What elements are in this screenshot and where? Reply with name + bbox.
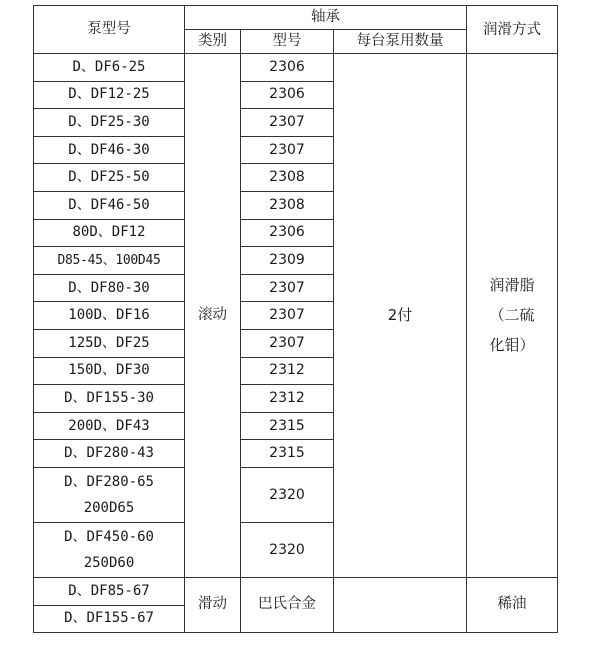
- pump-model-cell: [34, 467, 185, 522]
- bearing-model-cell: 2307: [241, 109, 334, 137]
- pump-model-cell: D、DF155-30: [34, 385, 185, 413]
- qty-header: 每台泵用数量: [334, 30, 467, 54]
- bearing-model-cell: 2312: [241, 357, 334, 385]
- bearing-model-cell: 2308: [241, 164, 334, 192]
- bearing-model-cell: 2306: [241, 81, 334, 109]
- pump-model-line-1: D、DF450-60: [64, 528, 154, 545]
- bearing-model-cell: 2307: [241, 274, 334, 302]
- pump-model-cell: D85-45、100D45: [34, 247, 185, 275]
- thin-oil-cell: 稀油: [467, 577, 558, 632]
- header-row-1: [34, 6, 558, 30]
- pump-model-cell: D、DF6-25: [34, 54, 185, 82]
- pump-model-line-2: 200D65: [83, 499, 135, 516]
- grease-cell: [467, 54, 558, 578]
- bearing-model-cell: 2307: [241, 136, 334, 164]
- pump-model-cell: D、DF80-30: [34, 274, 185, 302]
- pump-model-cell: 80D、DF12: [34, 219, 185, 247]
- pump-model-cell: 200D、DF43: [34, 412, 185, 440]
- bearing-model-cell: 2306: [241, 54, 334, 82]
- bearing-header: 轴承: [185, 6, 467, 30]
- bearing-model-cell: 2320: [241, 467, 334, 522]
- pump-model-cell: D、DF46-30: [34, 136, 185, 164]
- model-header: 型号: [241, 30, 334, 54]
- grease-line-1: 润滑脂: [489, 276, 535, 295]
- pump-model-cell: 150D、DF30: [34, 357, 185, 385]
- pump-model-cell: D、DF25-50: [34, 164, 185, 192]
- pump-model-line-2: 250D60: [83, 554, 135, 571]
- sliding-category-cell: 滑动: [185, 577, 241, 632]
- pump-model-line-1: D、DF280-65: [64, 473, 154, 490]
- lubrication-header-text: 润滑方式: [482, 21, 541, 38]
- pump-model-cell: D、DF46-50: [34, 191, 185, 219]
- pump-model-cell: D、DF12-25: [34, 81, 185, 109]
- pump-model-cell: D、DF25-30: [34, 109, 185, 137]
- pump-model-cell: D、DF155-67: [34, 605, 185, 633]
- bearing-spec-table: [33, 5, 558, 633]
- bearing-model-cell: 2307: [241, 302, 334, 330]
- pump-model-cell: 125D、DF25: [34, 329, 185, 357]
- bearing-model-cell: 2309: [241, 247, 334, 275]
- category-header: 类别: [185, 30, 241, 54]
- lubrication-header: [467, 6, 558, 54]
- bearing-model-cell: 2315: [241, 440, 334, 468]
- bearing-model-cell: 2307: [241, 329, 334, 357]
- pump-model-cell: D、DF280-43: [34, 440, 185, 468]
- rolling-category-cell: 滚动: [185, 54, 241, 578]
- bearing-model-cell: 2308: [241, 191, 334, 219]
- grease-line-2: （二硫: [489, 306, 535, 325]
- bearing-model-cell: 2312: [241, 385, 334, 413]
- pump-model-cell: 100D、DF16: [34, 302, 185, 330]
- grease-line-3: 化钼）: [489, 336, 535, 355]
- sliding-quantity-cell: [334, 577, 467, 632]
- table-row: [34, 54, 558, 82]
- bearing-model-cell: 2306: [241, 219, 334, 247]
- pump-model-header: 泵型号: [34, 6, 185, 54]
- bearing-model-cell: 2315: [241, 412, 334, 440]
- quantity-cell: 2付: [334, 54, 467, 578]
- table-row: [34, 577, 558, 605]
- pump-model-cell: D、DF85-67: [34, 577, 185, 605]
- pump-model-cell: [34, 522, 185, 577]
- sliding-model-cell: 巴氏合金: [241, 577, 334, 632]
- bearing-model-cell: 2320: [241, 522, 334, 577]
